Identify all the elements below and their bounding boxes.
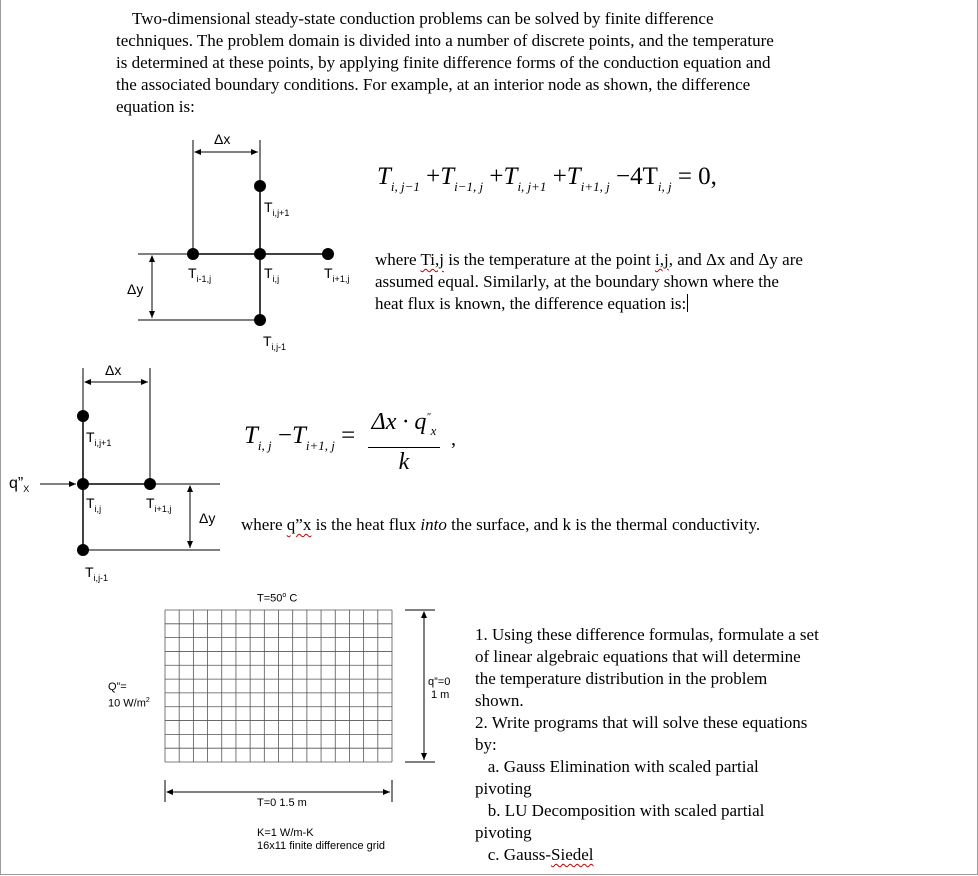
boundary-equation-comma: , bbox=[451, 428, 456, 450]
boundary-equation-fraction bbox=[366, 404, 442, 476]
task-line-8: pivoting bbox=[475, 779, 532, 798]
grid-note-1: K=1 W/m-K bbox=[257, 827, 314, 839]
grid-left-label bbox=[108, 681, 150, 711]
node-top-dot bbox=[254, 180, 266, 192]
task-line-2: of linear algebraic equations that will determine bbox=[475, 647, 801, 666]
interior-dx-label: Δx bbox=[214, 131, 231, 147]
grid-left-label-2: 10 $W/m^2$ bbox=[108, 697, 150, 710]
boundary-dy-label: Δy bbox=[199, 510, 216, 526]
grid-right-label-2: 1 m bbox=[431, 689, 450, 701]
node-right-label: $T_{i+1,j}$ bbox=[324, 265, 350, 284]
grid-left-label-1: Q”= bbox=[108, 681, 127, 693]
node-center-dot bbox=[254, 248, 266, 260]
task-line-3: the temperature distribution in the problem bbox=[475, 669, 768, 688]
interior-dy-label: Δy bbox=[127, 281, 144, 297]
text-cursor bbox=[687, 294, 688, 312]
bnode-right-label: $T_{i+1,j}$ bbox=[146, 495, 172, 514]
interior-text-line-3: heat flux is known, the difference equation is: bbox=[375, 294, 687, 313]
grid-bottom-label: T=0 1.5 m bbox=[257, 797, 307, 809]
boundary-equation-lhs: $T_{i, j} -T_{i+1, j}$ = bbox=[244, 422, 356, 453]
bnode-bottom-dot bbox=[77, 544, 89, 556]
boundary-dx-label: Δx bbox=[105, 362, 122, 378]
grid-note-2: 16x11 finite difference grid bbox=[257, 840, 386, 852]
bnode-bottom-label: $T_{i,j-1}$ bbox=[85, 564, 109, 583]
grid-right-label-1: q”=0 bbox=[428, 676, 451, 688]
task-line-6: by: bbox=[475, 735, 497, 754]
bnode-center-label: $T_{i,j}$ bbox=[86, 495, 102, 514]
flux-label: $q”_X$ bbox=[9, 475, 30, 495]
intro-line-4: the associated boundary conditions. For example, at an interior node as shown, the difference bbox=[116, 75, 751, 94]
node-center-label: $T_{i,j}$ bbox=[264, 265, 280, 284]
node-left-dot bbox=[187, 248, 199, 260]
node-bottom-dot bbox=[254, 314, 266, 326]
bnode-top-label: $T_{i,j+1}$ bbox=[86, 429, 112, 448]
interior-text-line-2: assumed equal. Similarly, at the boundary shown where the bbox=[375, 272, 779, 291]
task-line-1: 1. Using these difference formulas, formulate a set bbox=[475, 625, 819, 644]
task-line-4: shown. bbox=[475, 691, 524, 710]
fraction-denominator: k bbox=[398, 448, 410, 475]
task-line-11: c. Gauss-Siedel bbox=[475, 845, 594, 864]
intro-line-3: is determined at these points, by applying finite difference forms of the conduction equation and bbox=[116, 53, 771, 72]
intro-line-5: equation is: bbox=[116, 97, 195, 116]
intro-line-2: techniques. The problem domain is divided into a number of discrete points, and the temperature bbox=[116, 31, 774, 50]
grid-note bbox=[257, 827, 385, 853]
node-bottom-label: $T_{i,j-1}$ bbox=[263, 333, 287, 352]
boundary-node-diagram bbox=[40, 368, 220, 550]
grid-right-label bbox=[428, 676, 450, 702]
grid-dimension-arrows bbox=[165, 610, 435, 802]
fraction-numerator: $\Delta x \cdot q^"_x$ bbox=[371, 409, 437, 438]
bnode-top-dot bbox=[77, 410, 89, 422]
interior-equation: $T_{i, j-1} +T_{i-1, j} +T_{i, j+1} +T_{i+1, j} -4T_{i, j} = 0$, bbox=[377, 163, 717, 194]
node-left-label: $T_{i-1,j}$ bbox=[188, 265, 212, 284]
task-line-9: b. LU Decomposition with scaled partial bbox=[475, 801, 765, 820]
task-line-10: pivoting bbox=[475, 823, 532, 842]
interior-explanation bbox=[375, 249, 875, 315]
task-line-7: a. Gauss Elimination with scaled partial bbox=[475, 757, 759, 776]
task-list bbox=[475, 624, 875, 866]
bnode-right-dot bbox=[144, 478, 156, 490]
finite-difference-grid bbox=[165, 610, 392, 762]
node-top-label: $T_{i,j+1}$ bbox=[264, 199, 290, 218]
node-right-dot bbox=[322, 248, 334, 260]
interior-text-line-1: where Ti,j is the temperature at the point i,j, and Δx and Δy are bbox=[375, 250, 803, 269]
task-line-5: 2. Write programs that will solve these equations bbox=[475, 713, 808, 732]
intro-line-1: Two-dimensional steady-state conduction problems can be solved by finite difference bbox=[132, 9, 714, 28]
grid-top-label: $T=50^o$ C bbox=[257, 592, 298, 605]
bnode-center-dot bbox=[77, 478, 89, 490]
boundary-explanation: where q”x is the heat flux into the surface, and k is the thermal conductivity. bbox=[241, 515, 761, 534]
interior-node-diagram bbox=[138, 140, 328, 320]
